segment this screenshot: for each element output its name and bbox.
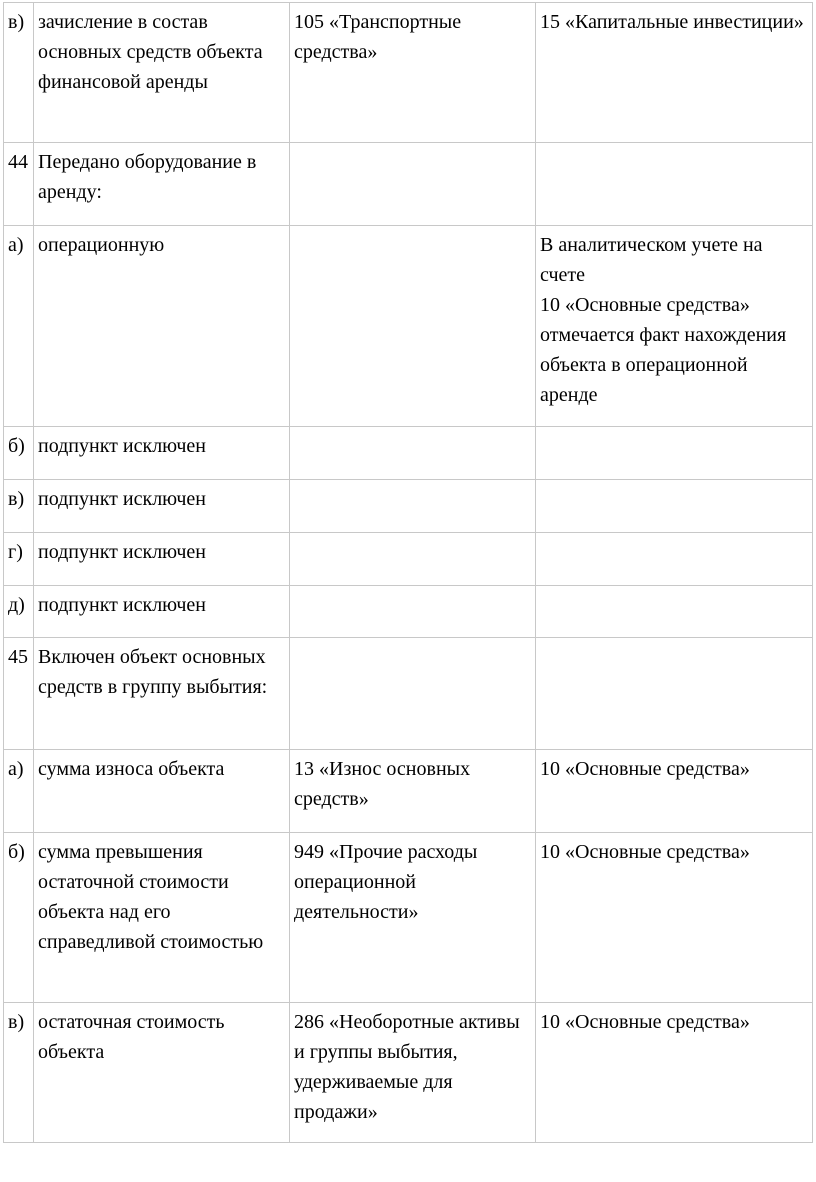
table-row (4, 586, 813, 638)
accounting-entries-table (3, 2, 813, 1143)
credit-note-line: 10 «Основные средства» отмечается факт нахождения объекта в операционной аренде (540, 294, 787, 406)
row-number: в) (4, 1003, 34, 1143)
debit-account: 105 «Транспортные средства» (290, 3, 536, 143)
debit-account (290, 143, 536, 226)
credit-account (536, 427, 813, 480)
operation-description: операционную (34, 226, 290, 427)
table-row (4, 1003, 813, 1143)
credit-account: 10 «Основные средства» (536, 750, 813, 833)
operation-description: остаточная стоимость объекта (34, 1003, 290, 1143)
row-number: б) (4, 833, 34, 1003)
operation-description: Передано оборудование в аренду: (34, 143, 290, 226)
row-number: г) (4, 533, 34, 586)
table-row (4, 638, 813, 750)
operation-description: подпункт исключен (34, 427, 290, 480)
debit-account (290, 533, 536, 586)
row-number: 45 (4, 638, 34, 750)
row-number: 44 (4, 143, 34, 226)
operation-description: сумма износа объекта (34, 750, 290, 833)
credit-account (536, 533, 813, 586)
credit-account (536, 586, 813, 638)
operation-description: сумма превышения остаточной стоимости объекта над его справедливой стоимостью (34, 833, 290, 1003)
operation-description: Включен объект основных средств в группу выбытия: (34, 638, 290, 750)
credit-account: 10 «Основные средства» (536, 833, 813, 1003)
debit-account (290, 638, 536, 750)
operation-description: подпункт исключен (34, 586, 290, 638)
table-row (4, 427, 813, 480)
table-row (4, 143, 813, 226)
credit-account (536, 480, 813, 533)
row-number: д) (4, 586, 34, 638)
credit-account: 15 «Капитальные инвестиции» (536, 3, 813, 143)
row-number: в) (4, 480, 34, 533)
operation-description: подпункт исключен (34, 533, 290, 586)
debit-account (290, 586, 536, 638)
table-row (4, 533, 813, 586)
credit-note-line: В аналитическом учете на счете (540, 234, 763, 286)
credit-account (536, 638, 813, 750)
row-number: а) (4, 226, 34, 427)
credit-account (536, 226, 813, 427)
operation-description: подпункт исключен (34, 480, 290, 533)
table-row (4, 226, 813, 427)
operation-description: зачисление в состав основных средств объекта финансовой аренды (34, 3, 290, 143)
table-row (4, 3, 813, 143)
row-number: в) (4, 3, 34, 143)
debit-account: 286 «Необоротные активы и группы выбытия, удерживаемые для продажи» (290, 1003, 536, 1143)
debit-account: 13 «Износ основных средств» (290, 750, 536, 833)
credit-account: 10 «Основные средства» (536, 1003, 813, 1143)
row-number: б) (4, 427, 34, 480)
debit-account (290, 226, 536, 427)
debit-account: 949 «Прочие расходы операционной деятельности» (290, 833, 536, 1003)
credit-account (536, 143, 813, 226)
row-number: а) (4, 750, 34, 833)
table-row (4, 480, 813, 533)
table-row (4, 833, 813, 1003)
debit-account (290, 480, 536, 533)
table-row (4, 750, 813, 833)
debit-account (290, 427, 536, 480)
